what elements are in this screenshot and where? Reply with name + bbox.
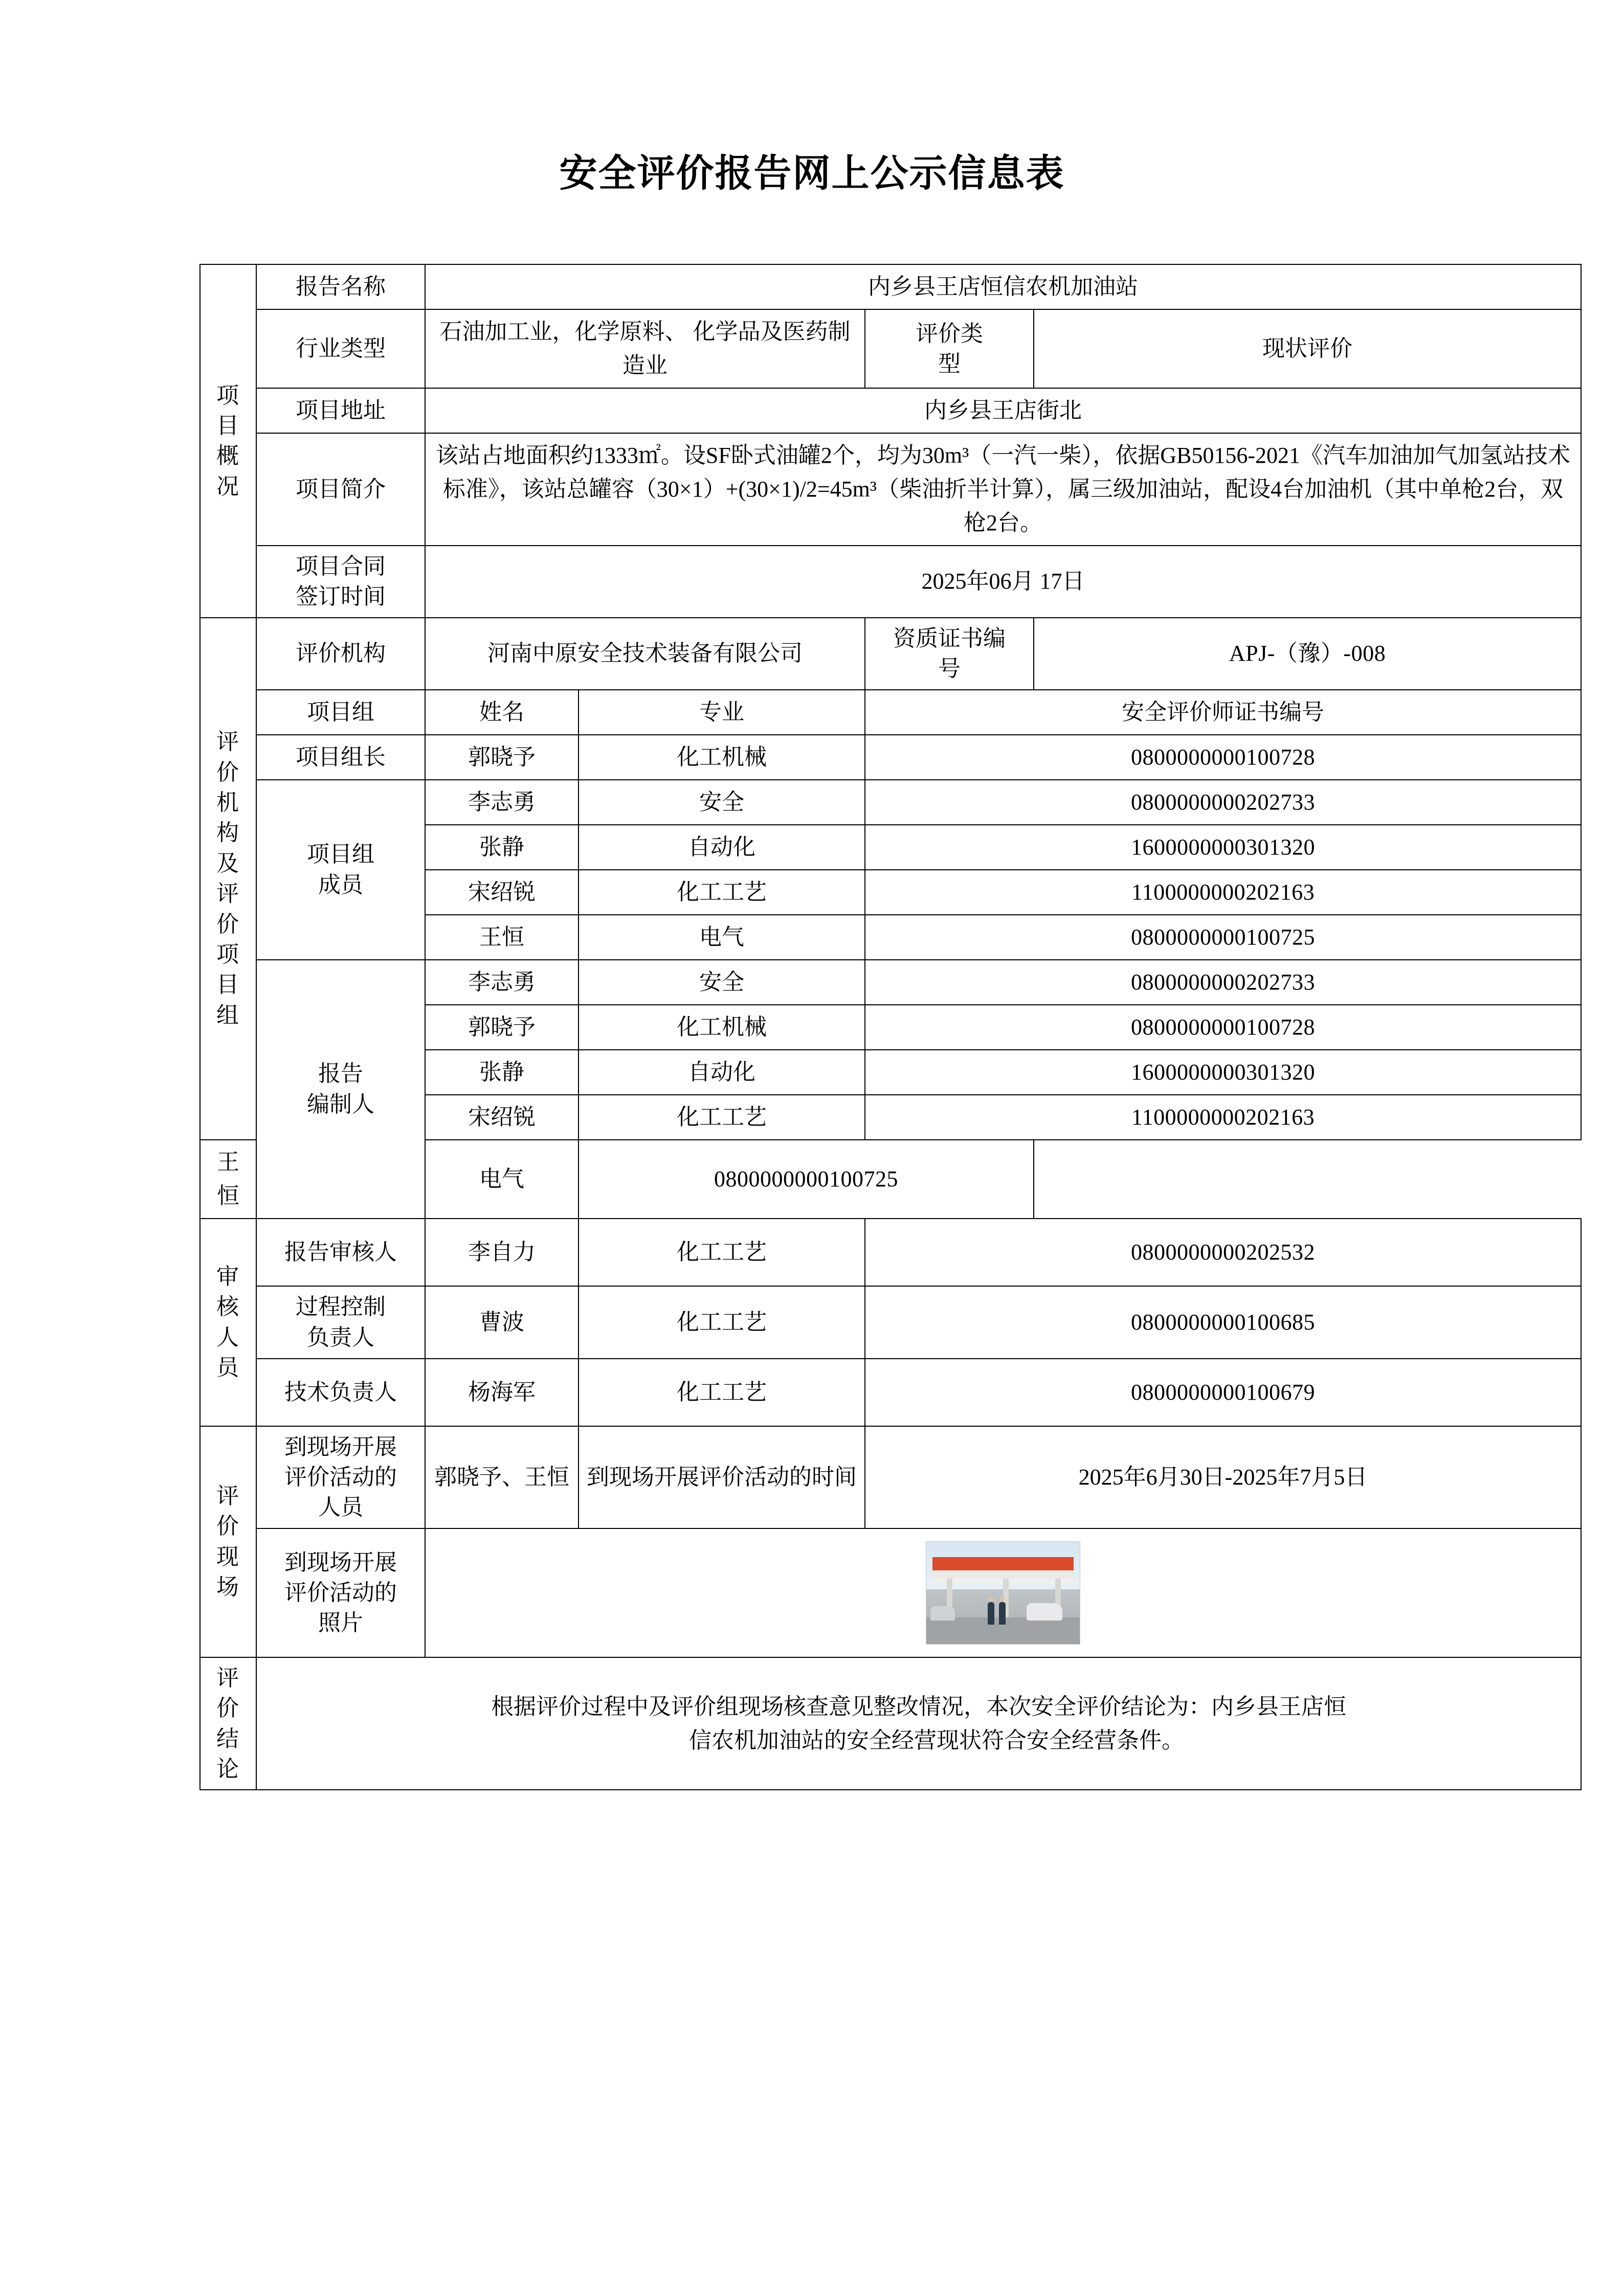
member-name: 王恒 (425, 915, 579, 960)
section-label-char: 审 (216, 1264, 240, 1289)
table-row (200, 1219, 1581, 1286)
team-leader-cert: 0800000000100728 (865, 735, 1581, 780)
license-no-value: APJ-（豫）-008 (1034, 618, 1581, 690)
site-photo-label-line3: 照片 (318, 1610, 363, 1636)
industry-label: 行业类型 (256, 309, 425, 388)
writer-name: 李志勇 (425, 960, 579, 1005)
address-label: 项目地址 (256, 388, 425, 433)
report-writers-label-line2: 编制人 (307, 1091, 374, 1117)
page-title: 安全评价报告网上公示信息表 (559, 153, 1065, 195)
team-members-label-line2: 成员 (318, 872, 363, 897)
member-cert: 1600000000301320 (865, 825, 1581, 870)
section-label-char: 构 (216, 820, 240, 846)
contract-date-label (256, 546, 425, 618)
team-members-label-line1: 项目组 (307, 842, 374, 867)
report-writers-label (256, 960, 425, 1219)
table-row (200, 264, 1581, 309)
section-label-char: 及 (216, 850, 240, 876)
member-major: 自动化 (579, 825, 865, 870)
writer-major: 化工机械 (579, 1005, 865, 1050)
section-label-char: 价 (216, 1514, 240, 1539)
person-shape (988, 1602, 994, 1625)
writer-cert: 0800000000100728 (865, 1005, 1581, 1050)
section-label-char: 价 (216, 911, 240, 937)
section-label-project-overview (200, 264, 256, 618)
table-row (200, 690, 1581, 735)
site-photo-label-line1: 到现场开展 (284, 1549, 397, 1575)
writer-major: 电气 (425, 1140, 579, 1219)
section-label-char: 评 (216, 1483, 240, 1509)
section-label-char: 概 (216, 443, 240, 469)
section-label-char: 价 (216, 759, 240, 785)
writer-name: 郭晓予 (425, 1005, 579, 1050)
site-staff-label (256, 1426, 425, 1528)
section-label-char: 评 (216, 729, 240, 755)
public-disclosure-table (199, 264, 1582, 1790)
industry-value: 石油加工业，化学原料、 化学品及医药制造业 (425, 309, 865, 388)
site-time-label: 到现场开展评价活动的时间 (579, 1426, 865, 1528)
process-controller-name: 曹波 (425, 1286, 579, 1359)
eval-type-label-line1: 评价类 (916, 321, 983, 346)
section-label-char: 现 (216, 1544, 240, 1569)
writer-cert: 1100000000202163 (865, 1095, 1581, 1140)
section-label-char: 组 (216, 1002, 240, 1028)
table-row (200, 546, 1581, 618)
vehicle-shape (930, 1606, 955, 1620)
table-row (200, 735, 1581, 780)
table-row (200, 618, 1581, 690)
section-label-conclusion (200, 1657, 256, 1790)
section-label-char: 价 (216, 1696, 240, 1721)
brief-value: 该站占地面积约1333㎡。设SF卧式油罐2个，均为30m³（一汽一柴），依据GB50156-2021《汽车加油加气加氢站技术标准》，该站总罐容（30×1）+(30×1)/2=45m³（柴油折半计算），属三级加油站，配设4台加油机（其中单枪2台，双枪2台。 (425, 433, 1581, 546)
col-header-major: 专业 (579, 690, 865, 735)
auditor-name: 李自力 (425, 1219, 579, 1286)
writer-major: 化工工艺 (579, 1095, 865, 1140)
section-label-char: 目 (216, 413, 240, 438)
section-label-char: 况 (216, 474, 240, 499)
site-photo-label-line2: 评价活动的 (284, 1580, 397, 1606)
canopy-underside-shape (932, 1570, 1074, 1579)
member-name: 李志勇 (425, 780, 579, 825)
site-time-value: 2025年6月30日-2025年7月5日 (865, 1426, 1581, 1528)
license-label (865, 618, 1034, 690)
site-staff-label-line1: 到现场开展 (284, 1434, 397, 1459)
process-controller-major: 化工工艺 (579, 1286, 865, 1359)
table-row (200, 1657, 1581, 1790)
section-label-char: 员 (216, 1355, 240, 1380)
member-major: 安全 (579, 780, 865, 825)
section-label-char: 核 (216, 1294, 240, 1320)
process-controller-label (256, 1286, 425, 1359)
team-label: 项目组 (256, 690, 425, 735)
col-header-name: 姓名 (425, 690, 579, 735)
writer-cert: 0800000000100725 (579, 1140, 1034, 1219)
section-label-char: 人 (216, 1324, 240, 1350)
agency-label: 评价机构 (256, 618, 425, 690)
report-writers-label-line1: 报告 (318, 1061, 363, 1087)
process-controller-cert: 0800000000100685 (865, 1286, 1581, 1359)
tech-manager-cert: 0800000000100679 (865, 1359, 1581, 1426)
table-row (200, 1528, 1581, 1657)
vehicle-shape (1027, 1603, 1062, 1620)
address-value: 内乡县王店街北 (425, 388, 1581, 433)
team-leader-name: 郭晓予 (425, 735, 579, 780)
section-label-char: 评 (216, 1665, 240, 1691)
team-leader-major: 化工机械 (579, 735, 865, 780)
tech-manager-major: 化工工艺 (579, 1359, 865, 1426)
process-controller-label-line2: 负责人 (307, 1324, 374, 1350)
conclusion-line1: 根据评价过程中及评价组现场核查意见整改情况，本次安全评价结论为：内乡县王店恒 (491, 1694, 1346, 1719)
table-row (200, 960, 1581, 1005)
writer-major: 自动化 (579, 1050, 865, 1095)
report-name-label: 报告名称 (256, 264, 425, 309)
brief-label: 项目简介 (256, 433, 425, 546)
table-row (200, 1359, 1581, 1426)
section-label-reviewers (200, 1219, 256, 1426)
eval-type-label-line2: 型 (938, 351, 961, 376)
writer-name: 张静 (425, 1050, 579, 1095)
canopy-shape (932, 1557, 1074, 1570)
team-leader-label: 项目组长 (256, 735, 425, 780)
conclusion-line2: 信农机加油站的安全经营现状符合安全经营条件。 (689, 1727, 1184, 1753)
table-row (200, 1286, 1581, 1359)
section-label-char: 项 (216, 941, 240, 967)
report-name-value: 内乡县王店恒信农机加油站 (425, 264, 1581, 309)
contract-date-label-line1: 项目合同 (296, 554, 386, 579)
section-label-site-visit (200, 1426, 256, 1657)
table-row (200, 1426, 1581, 1528)
site-staff-label-line2: 评价活动的 (284, 1464, 397, 1490)
site-photo-label (256, 1528, 425, 1657)
site-staff-label-line3: 人员 (318, 1495, 363, 1520)
section-label-char: 结 (216, 1726, 240, 1751)
table-row (200, 388, 1581, 433)
contract-date-label-line2: 签订时间 (296, 584, 386, 610)
section-label-char: 论 (216, 1756, 240, 1782)
col-header-cert: 安全评价师证书编号 (865, 690, 1581, 735)
section-label-agency-team (200, 618, 256, 1140)
license-label-line1: 资质证书编 (893, 625, 1006, 651)
writer-major: 安全 (579, 960, 865, 1005)
contract-date-value: 2025年06月 17日 (425, 546, 1581, 618)
eval-type-value: 现状评价 (1034, 309, 1581, 388)
member-cert: 1100000000202163 (865, 870, 1581, 915)
auditor-major: 化工工艺 (579, 1219, 865, 1286)
writer-cert: 1600000000301320 (865, 1050, 1581, 1095)
process-controller-label-line1: 过程控制 (296, 1294, 386, 1320)
table-row (200, 780, 1581, 825)
conclusion-cell (256, 1657, 1581, 1790)
table-row (200, 433, 1581, 546)
person-shape (999, 1602, 1006, 1625)
auditor-cert: 0800000000202532 (865, 1219, 1581, 1286)
agency-name-value: 河南中原安全技术装备有限公司 (425, 618, 865, 690)
section-label-char: 项 (216, 382, 240, 408)
section-label-char: 场 (216, 1574, 240, 1600)
section-label-char: 评 (216, 881, 240, 907)
site-photo-cell (425, 1528, 1581, 1657)
eval-type-label (865, 309, 1034, 388)
section-label-char: 机 (216, 790, 240, 815)
tech-manager-name: 杨海军 (425, 1359, 579, 1426)
writer-name: 宋绍锐 (425, 1095, 579, 1140)
auditor-label: 报告审核人 (256, 1219, 425, 1286)
writer-name: 王恒 (200, 1140, 256, 1219)
member-major: 化工工艺 (579, 870, 865, 915)
member-cert: 0800000000202733 (865, 780, 1581, 825)
member-name: 张静 (425, 825, 579, 870)
team-members-label (256, 780, 425, 960)
writer-cert: 0800000000202733 (865, 960, 1581, 1005)
license-label-line2: 号 (938, 656, 961, 682)
member-name: 宋绍锐 (425, 870, 579, 915)
table-row (200, 309, 1581, 388)
member-cert: 0800000000100725 (865, 915, 1581, 960)
gas-station-site-photo (926, 1541, 1080, 1645)
section-label-char: 目 (216, 972, 240, 998)
site-staff-value: 郭晓予、王恒 (425, 1426, 579, 1528)
tech-manager-label: 技术负责人 (256, 1359, 425, 1426)
member-major: 电气 (579, 915, 865, 960)
